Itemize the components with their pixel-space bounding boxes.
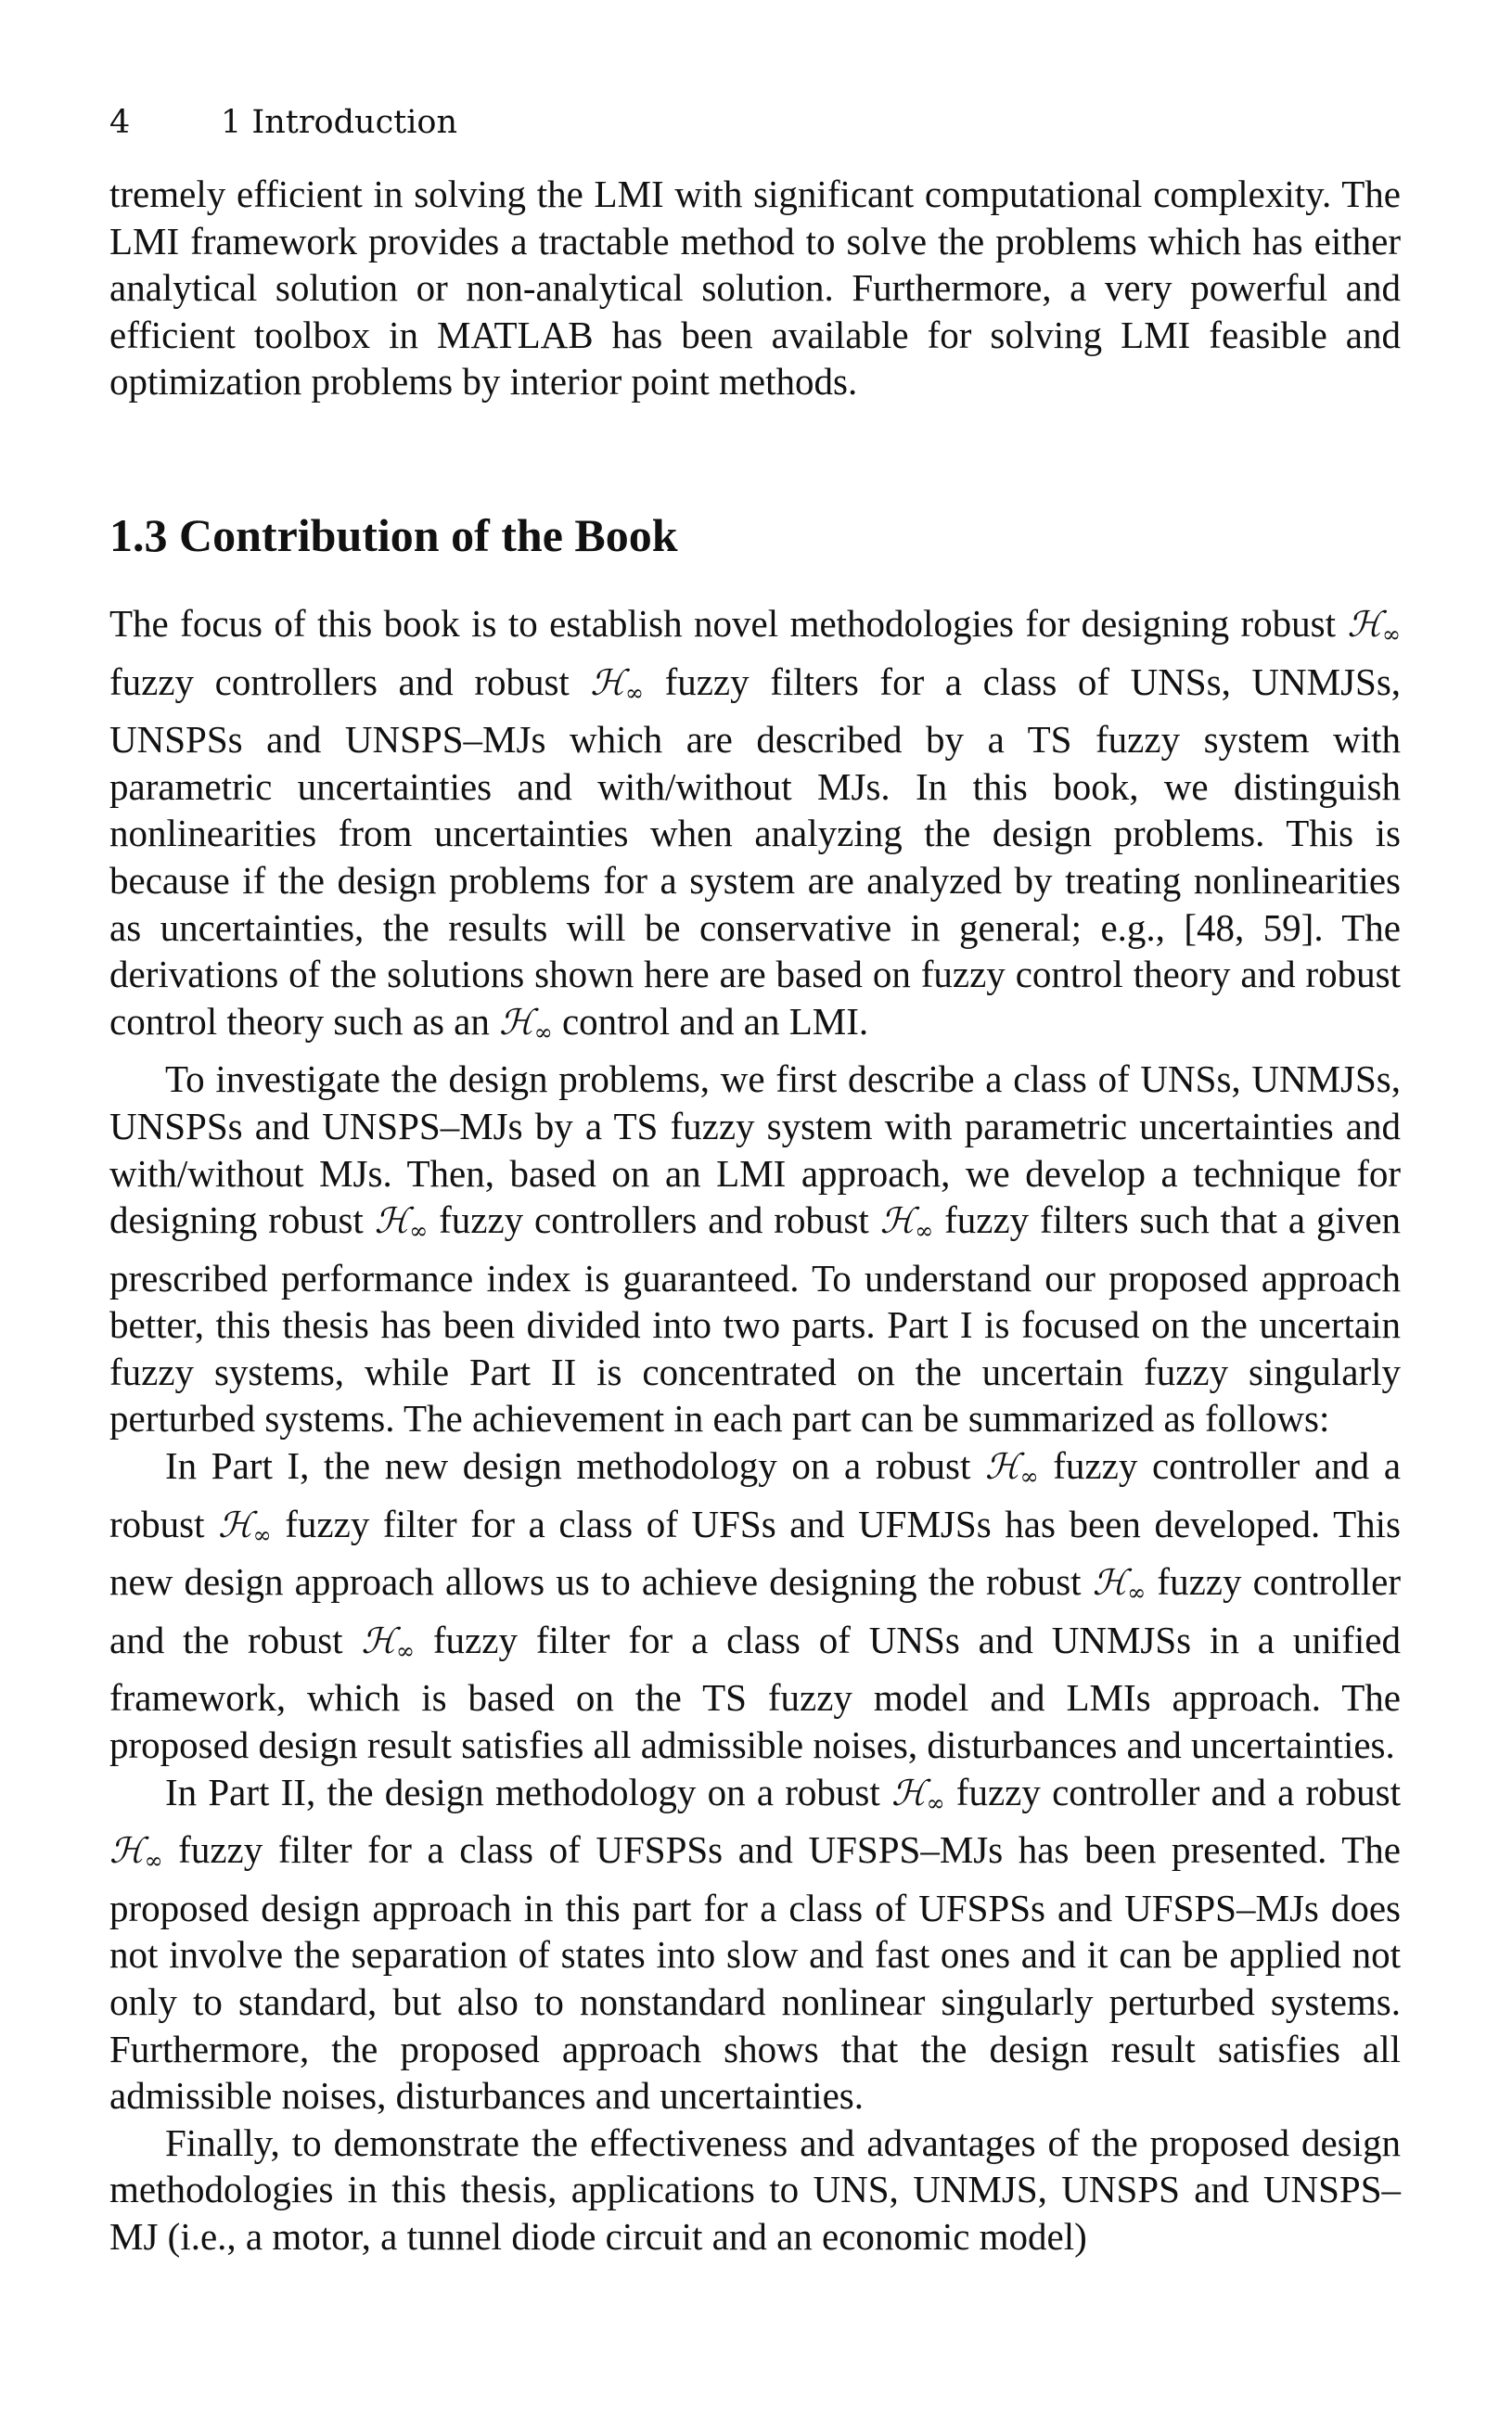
running-head <box>109 102 1401 143</box>
text-span: fuzzy controller and a robust <box>109 1444 1402 1545</box>
text-span: In Part II, the design methodology on a robust <box>165 1770 880 1813</box>
text-span: fuzzy controllers and robust <box>109 660 570 703</box>
h-infinity-symbol: ℋ∞ <box>499 1001 553 1045</box>
paragraph-finally: Finally, to demonstrate the effectiveness and advantages of the proposed design methodologies in this thesis, applications to UNS, UNMJS, UNSPS and UNSPS–MJ (i.e., a motor, a tunnel diode circuit and an economic model) <box>109 2120 1401 2258</box>
text-span: fuzzy filters such that a given prescribed performance index is guaranteed. To understand our proposed approach better, this thesis has been divided into two parts. Part I is focused on the uncertain fuzzy systems, while Part II is concentrated on the uncertain fuzzy singularly perturbed systems. The achievement in each part can be summarized as follows: <box>109 1198 1402 1441</box>
text-span: fuzzy filter for a class of UFSs and UFMJSs has been developed. This new design approach allows us to achieve designing the robust <box>109 1502 1402 1604</box>
text-span: In Part I, the new design methodology on a robust <box>165 1444 971 1488</box>
paragraph-part-one <box>109 1442 1401 1769</box>
text-span: fuzzy filters for a class of UNSs, UNMJSs, UNSPSs and UNSPS–MJs which are described by a TS fuzzy system with parametric uncertainties and with/without MJs. In this book, we distinguish nonlinearities from uncertainties when analyzing the design problems. This is because if the design problems for a system are analyzed by treating nonlinearities as uncertainties, the results will be conservative in general; e.g., [48, 59]. The derivations of the solutions shown here are based on fuzzy control theory and robust control theory such as an <box>109 660 1402 1043</box>
section-heading: 1.3 Contribution of the Book <box>109 508 678 561</box>
h-infinity-symbol: ℋ∞ <box>879 1200 934 1245</box>
h-infinity-symbol: ℋ∞ <box>590 661 644 706</box>
text-span: fuzzy filter for a class of UNSs and UNMJSs in a unified framework, which is based on the TS fuzzy model and LMIs approach. The proposed design result satisfies all admissible noises, disturbances and uncertainties. <box>109 1618 1401 1767</box>
h-infinity-symbol: ℋ∞ <box>361 1620 416 1664</box>
paragraph-part-two <box>109 1769 1401 2120</box>
text-span: fuzzy controller and a robust <box>955 1770 1402 1813</box>
h-infinity-symbol: ℋ∞ <box>1347 603 1402 647</box>
page <box>109 102 1401 2261</box>
h-infinity-symbol: ℋ∞ <box>218 1504 272 1548</box>
body-text <box>109 171 1401 2261</box>
h-infinity-symbol: ℋ∞ <box>374 1200 429 1245</box>
paragraph-investigate <box>109 1056 1401 1442</box>
h-infinity-symbol: ℋ∞ <box>985 1446 1039 1491</box>
paragraph-lmi-continued: tremely efficient in solving the LMI with significant computational complexity. The LMI framework provides a tractable method to solve the problems which has either analytical solution or non-analytical solution. Furthermore, a very powerful and efficient toolbox in MATLAB has been available for solving LMI feasible and optimization problems by interior point methods. <box>109 173 1401 404</box>
text-span: The focus of this book is to establish novel methodologies for designing robust <box>109 601 1337 645</box>
h-infinity-symbol: ℋ∞ <box>1092 1562 1147 1607</box>
text-span: fuzzy controller and the robust <box>109 1560 1401 1661</box>
text-span: fuzzy filter for a class of UFSPSs and UFSPS–MJs has been presented. The proposed design approach in this part for a class of UFSPSs and UFSPS–MJs does not involve the separation of states into slow and fast ones and it can be applied not only to standard, but also to nonstandard nonlinear singularly perturbed systems. Furthermore, the proposed approach shows that the design result satisfies all admissible noises, disturbances and uncertainties. <box>109 1828 1402 2118</box>
h-infinity-symbol: ℋ∞ <box>891 1772 945 1816</box>
h-infinity-symbol: ℋ∞ <box>109 1830 163 1875</box>
chapter-title: 1 Introduction <box>221 104 458 141</box>
text-span: control and an LMI. <box>561 999 869 1043</box>
text-span: fuzzy controllers and robust <box>439 1198 869 1242</box>
page-number: 4 <box>109 104 131 141</box>
text-span: To investigate the design problems, we first describe a class of UNSs, UNMJSs, UNSPSs and UNSPS–MJs by a TS fuzzy system with parametric uncertainties and with/without MJs. Then, based on an LMI approach, we develop a technique for designing robust <box>109 1057 1401 1242</box>
paragraph-focus <box>109 600 1401 1056</box>
